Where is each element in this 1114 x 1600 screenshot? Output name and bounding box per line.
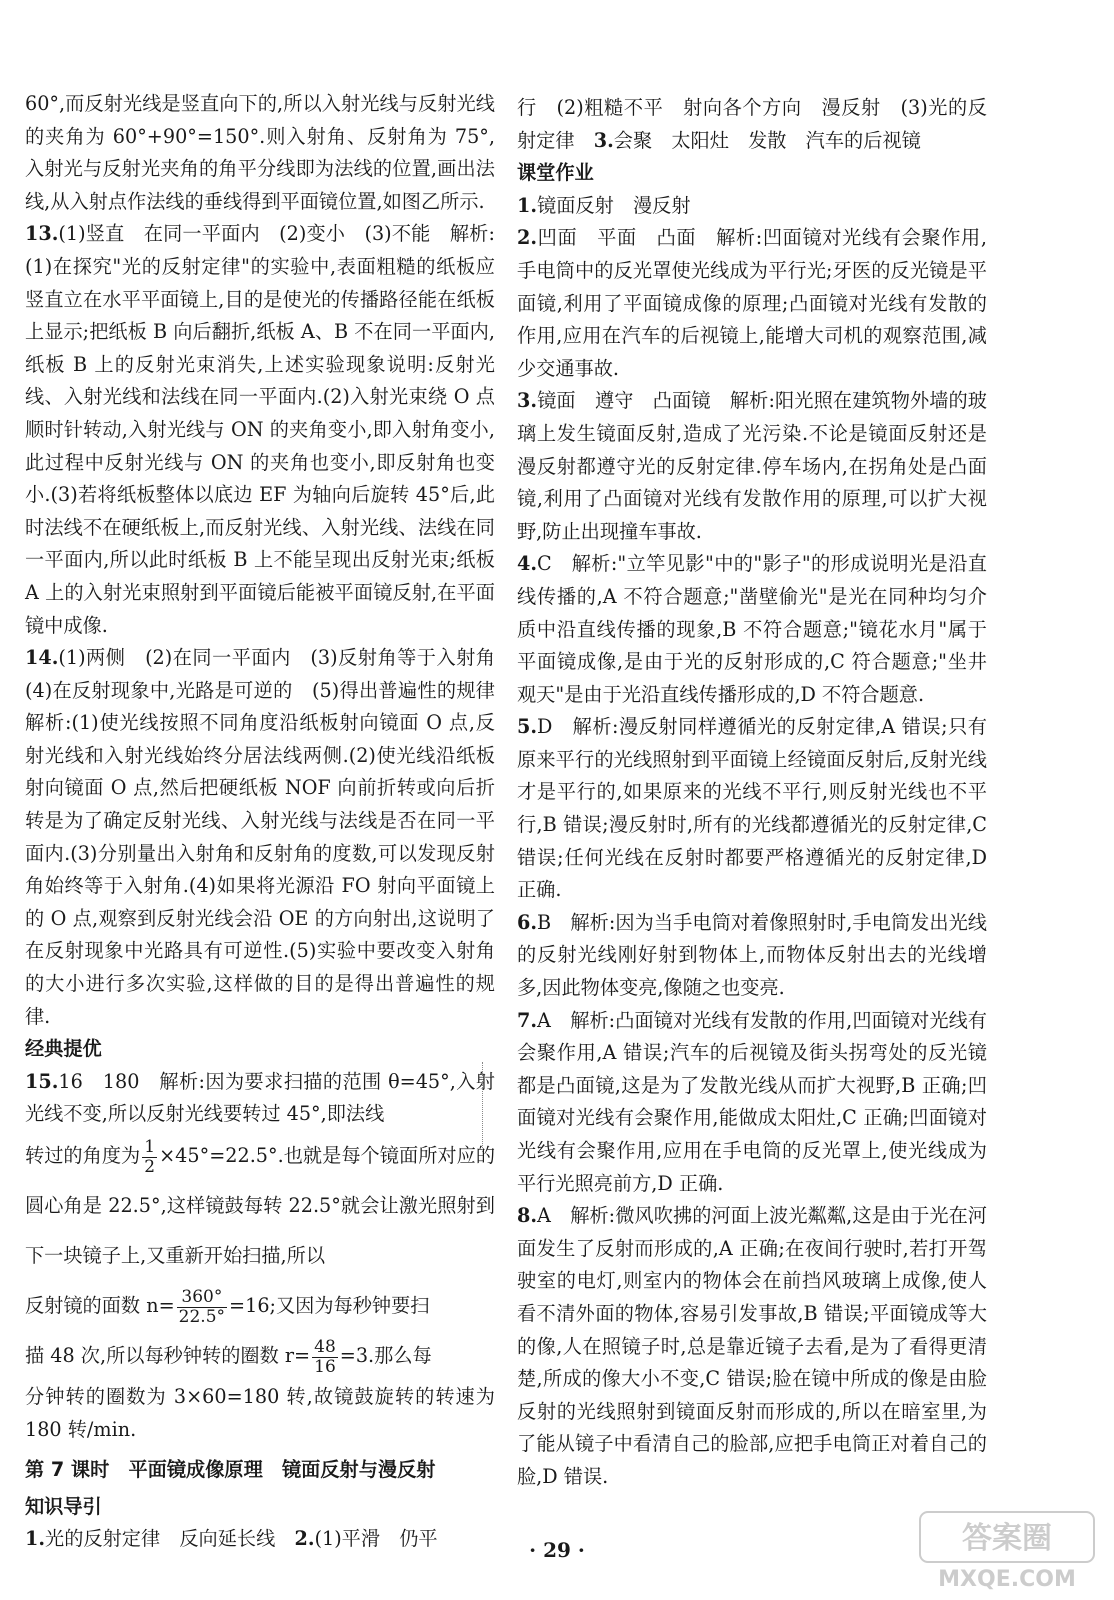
- left-column: [25, 88, 515, 1556]
- right-column: [517, 92, 987, 1494]
- watermark-logo: [918, 1510, 1096, 1592]
- h8-number: 8.: [517, 1204, 538, 1228]
- q15-text-b2: ×45°=22.5°.也就是每个镜面所对应的圆心角是 22.5°,这样镜鼓每转 22.5°就会让激光照射到下一块镜子上,又重新开始扫描,所以: [25, 1144, 496, 1267]
- g3-number: 3.: [593, 128, 614, 152]
- fraction-360-den: 22.5°: [178, 1306, 226, 1327]
- q15-line-e: 分钟转的圈数为 3×60=180 转,故镜鼓旋转的转速为 180 转/min.: [25, 1385, 495, 1441]
- q15-text-d2: =3.那么每: [339, 1344, 432, 1367]
- fraction-48-den: 16: [314, 1356, 336, 1377]
- fraction-48: [312, 1338, 338, 1377]
- q14-text: (1)两侧 (2)在同一平面内 (3)反射角等于入射角 (4)在反射现象中,光路是可逆的 (5)得出普遍性的规律 解析:(1)使光线按照不同角度沿纸板射向镜面 O 点,反射光线和入射光线始终分居法线两侧.(2)使光线沿纸板射向镜面 O 点,然后把硬纸板 NOF 向前折转或向后折转是为了确定反射光线、入射光线与法线是否在同一平面内.(3)分别量出入射角和反射角的度数,可以发现反射角始终等于入射角.(4)如果将光源沿 FO 射向平面镜上的 O 点,观察到反射光线会沿 OE 的方向射出,这说明了在反射现象中光路具有可逆性.(5)实验中要改变入射角的大小进行多次实验,这样做的目的是得出普遍性的规律.: [25, 646, 515, 1028]
- g1-text: 光的反射定律 反向延长线: [45, 1527, 276, 1551]
- fraction-half: [142, 1138, 157, 1177]
- h2-number: 2.: [517, 226, 538, 250]
- q15-number: 15.: [25, 1069, 59, 1093]
- h7-answer: [517, 1005, 987, 1201]
- h4-answer: [517, 548, 987, 711]
- q15-text-a: 16 180 解析:因为要求扫描的范围 θ=45°,入射光线不变,所以反射光线要转过 45°,即法线: [25, 1069, 495, 1126]
- q13-number: 13.: [25, 222, 59, 246]
- q13-answer: [25, 218, 495, 642]
- h7-text: A 解析:凸面镜对光线有发散的作用,凹面镜对光线有会聚作用,A 错误;汽车的后视镜及街头拐弯处的反光镜都是凸面镜,这是为了发散光线从而扩大视野,B 正确;凹面镜对光线有会聚作用,能做成太阳灶,C 正确;凹面镜对光线有会聚作用,应用在手电筒的反光罩上,使光线成为平行光照亮前方,D 正确.: [517, 1008, 987, 1195]
- h2-text: 凹面 平面 凸面 解析:凹面镜对光线有会聚作用,手电筒中的反光罩使光线成为平行光;牙医的反光镜是平面镜,利用了平面镜成像的原理;凸面镜对光线有发散的作用,应用在汽车的后视镜上,能增大司机的观察范围,减少交通事故.: [517, 226, 987, 380]
- g2-continuation: 行 (2)粗糙不平 射向各个方向 漫反射 (3)光的反射定律: [517, 96, 987, 152]
- h4-number: 4.: [517, 552, 538, 576]
- h6-number: 6.: [517, 910, 538, 934]
- h4-text: C 解析:"立竿见影"中的"影子"的形成说明光是沿直线传播的,A 不符合题意;"凿壁偷光"是光在同种均匀介质中沿直线传播的现象,B 不符合题意;"镜花水月"属于平面镜成像,是由于光的反射形成的,C 符合题意;"坐井观天"是由于光沿直线传播形成的,D 不符合题意.: [517, 552, 987, 706]
- h3-answer: [517, 385, 987, 548]
- q15-line-c: [25, 1281, 495, 1331]
- h6-answer: [517, 907, 987, 1005]
- lesson-title: 第 7 课时 平面镜成像原理 镜面反射与漫反射: [25, 1458, 436, 1482]
- fraction-48-num: 48: [314, 1336, 336, 1357]
- q15-line-d: [25, 1331, 495, 1381]
- q15-text-c2: =16;又因为每秒钟要扫: [229, 1294, 430, 1317]
- g3-text: 会聚 太阳灶 发散 汽车的后视镜: [613, 128, 921, 152]
- h2-answer: [517, 222, 987, 385]
- fraction-360-num: 360°: [177, 1288, 227, 1308]
- h5-answer: [517, 711, 987, 907]
- q12-continuation: 60°,而反射光线是竖直向下的,所以入射光线与反射光线的夹角为 60°+90°=150°.则入射角、反射角为 75°,入射光与反射光夹角的角平分线即为法线的位置,画出法线,从入射点作法线的垂线得到平面镜位置,如图乙所示.: [25, 92, 495, 213]
- heading-classwork: 课堂作业: [517, 161, 594, 185]
- heading-classic: 经典提优: [25, 1037, 102, 1061]
- h1-number: 1.: [517, 193, 538, 217]
- h3-number: 3.: [517, 389, 538, 413]
- page-number: · 29 ·: [529, 1538, 585, 1562]
- guide-continuation: [517, 92, 987, 157]
- fraction-360: [177, 1288, 227, 1327]
- heading-guide: 知识导引: [25, 1494, 102, 1518]
- g2-text: (1)平滑 仍平: [314, 1527, 438, 1551]
- h1-text: 镜面反射 漫反射: [537, 193, 691, 217]
- h3-text: 镜面 遵守 凸面镜 解析:阳光照在建筑物外墙的玻璃上发生镜面反射,造成了光污染.不论是镜面反射还是漫反射都遵守光的反射定律.停车场内,在拐角处是凸面镜,利用了凸面镜对光线有发散作用的原理,可以扩大视野,防止出现撞车事故.: [517, 389, 987, 543]
- h6-text: B 解析:因为当手电筒对着像照射时,手电筒发出光线的反射光线刚好射到物体上,而物体反射出去的光线增多,因此物体变亮,像随之也变亮.: [517, 910, 987, 1000]
- h7-number: 7.: [517, 1008, 538, 1032]
- h1-answer: [517, 190, 987, 223]
- q15-text-d1: 描 48 次,所以每秒钟转的圈数 r=: [25, 1344, 311, 1367]
- watermark-url: MXQE.COM: [938, 1567, 1076, 1592]
- q14-answer: [25, 642, 515, 1033]
- h5-number: 5.: [517, 715, 538, 739]
- g1-number: 1.: [25, 1527, 46, 1551]
- h8-text: A 解析:微风吹拂的河面上波光粼粼,这是由于光在河面发生了反射而形成的,A 正确;在夜间行驶时,若打开驾驶室的电灯,则室内的物体会在前挡风玻璃上成像,使人看不清外面的物体,容易引发事故,B 错误;平面镜成等大的像,人在照镜子时,总是靠近镜子去看,是为了看得更清楚,所成的像大小不变,C 错误;脸在镜中所成的像是由脸反射的光线照射到镜面反射而形成的,所以在暗室里,为了能从镜子中看清自己的脸部,应把手电筒正对着自己的脸,D 错误.: [517, 1204, 987, 1488]
- column-divider: [482, 1062, 483, 1152]
- watermark-title: 答案圈: [962, 1521, 1052, 1556]
- q15-answer: [25, 1066, 495, 1131]
- h5-text: D 解析:漫反射同样遵循光的反射定律,A 错误;只有原来平行的光线照射到平面镜上经镜面反射后,反射光线才是平行的,如果原来的光线不平行,则反射光线也不平行,B 错误;漫反射时,所有的光线都遵循光的反射定律,C 错误;任何光线在反射时都要严格遵循光的反射定律,D 正确.: [517, 715, 987, 902]
- fraction-half-num: 1: [144, 1136, 156, 1157]
- q15-text-c1: 反射镜的面数 n=: [25, 1294, 175, 1317]
- q15-text-b1: 转过的角度为: [25, 1144, 141, 1167]
- fraction-half-den: 2: [144, 1156, 156, 1177]
- q14-number: 14.: [25, 646, 59, 670]
- q13-text: (1)竖直 在同一平面内 (2)变小 (3)不能 解析:(1)在探究"光的反射定律"的实验中,表面粗糙的纸板应竖直立在水平平面镜上,目的是使光的传播路径能在纸板上显示;把纸板 B 向后翻折,纸板 A、B 不在同一平面内,纸板 B 上的反射光束消失,上述实验现象说明:反射光线、入射光线和法线在同一平面内.(2)入射光束绕 O 点顺时针转动,入射光线与 ON 的夹角变小,即入射角变小,此过程中反射光线与 ON 的夹角也变小,即反射角也变小.(3)若将纸板整体以底边 EF 为轴向后旋转 45°后,此时法线不在硬纸板上,而反射光线、入射光线、法线在同一平面内,所以此时纸板 B 上不能呈现出反射光束;纸板 A 上的入射光束照射到平面镜后能被平面镜反射,在平面镜中成像.: [25, 222, 495, 637]
- h8-answer: [517, 1200, 987, 1493]
- g2-number: 2.: [294, 1527, 315, 1551]
- q15-line-b: [25, 1131, 495, 1281]
